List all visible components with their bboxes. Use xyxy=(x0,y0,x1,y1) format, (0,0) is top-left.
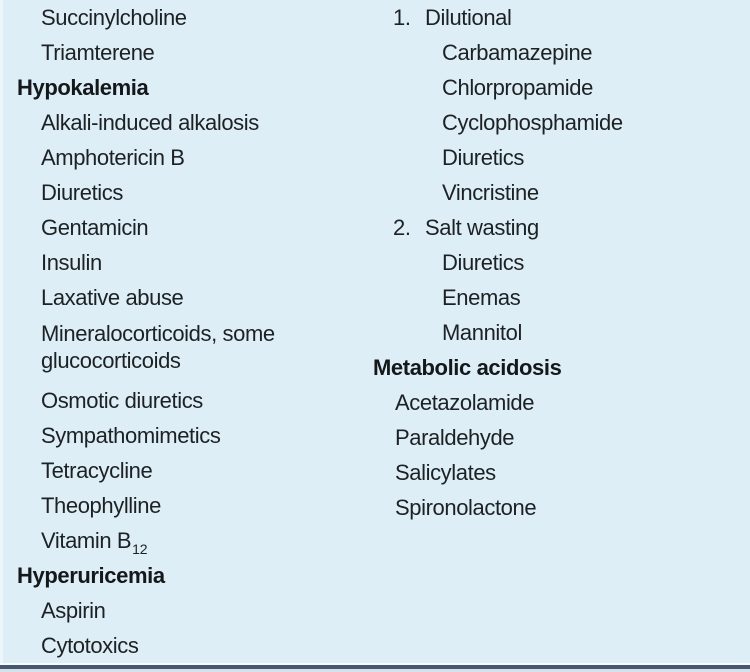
list-item: Cyclophosphamide xyxy=(442,110,623,135)
list-number: 1. xyxy=(393,5,411,30)
list-item: Succinylcholine xyxy=(41,5,187,30)
list-item: Tetracycline xyxy=(41,458,153,483)
subscript-text: 12 xyxy=(132,541,148,557)
list-item: Acetazolamide xyxy=(395,390,535,415)
numbered-list-item xyxy=(360,0,750,35)
list-item: Enemas xyxy=(442,285,521,310)
list-item: Theophylline xyxy=(41,493,161,518)
list-item: Gentamicin xyxy=(41,215,149,240)
list-item: Insulin xyxy=(41,250,102,275)
list-item: Osmotic diuretics xyxy=(41,388,203,413)
list-item-line: glucocorticoids xyxy=(41,348,181,373)
list-item-line: Mineralocorticoids, some xyxy=(41,321,275,346)
list-item-wrapped xyxy=(0,315,360,383)
list-item-text: Vitamin B xyxy=(41,528,132,553)
list-item: Sympathomimetics xyxy=(41,423,221,448)
numbered-list-item xyxy=(360,210,750,245)
list-item: Mannitol xyxy=(442,320,522,345)
list-item: Laxative abuse xyxy=(41,285,184,310)
section-header: Metabolic acidosis xyxy=(373,355,562,380)
list-item: Salicylates xyxy=(395,460,496,485)
list-item: Triamterene xyxy=(41,40,155,65)
list-item: Vincristine xyxy=(442,180,539,205)
list-number: 2. xyxy=(393,215,411,240)
list-item: Diuretics xyxy=(41,180,123,205)
list-item-text: Dilutional xyxy=(425,5,512,30)
list-item: Carbamazepine xyxy=(442,40,593,65)
list-item: Aspirin xyxy=(41,598,106,623)
left-column xyxy=(0,0,360,663)
section-header: Hypokalemia xyxy=(17,75,149,100)
list-item: Diuretics xyxy=(442,145,524,170)
list-item: Cytotoxics xyxy=(41,633,139,658)
list-item: Alkali-induced alkalosis xyxy=(41,110,259,135)
list-item-vitamin-b12 xyxy=(0,523,360,558)
list-item: Amphotericin B xyxy=(41,145,185,170)
section-header: Hyperuricemia xyxy=(17,563,165,588)
list-item-text: Salt wasting xyxy=(425,215,539,240)
list-item: Paraldehyde xyxy=(395,425,515,450)
right-column xyxy=(360,0,750,663)
list-item: Diuretics xyxy=(442,250,524,275)
list-item: Spironolactone xyxy=(395,495,537,520)
list-item: Chlorpropamide xyxy=(442,75,593,100)
